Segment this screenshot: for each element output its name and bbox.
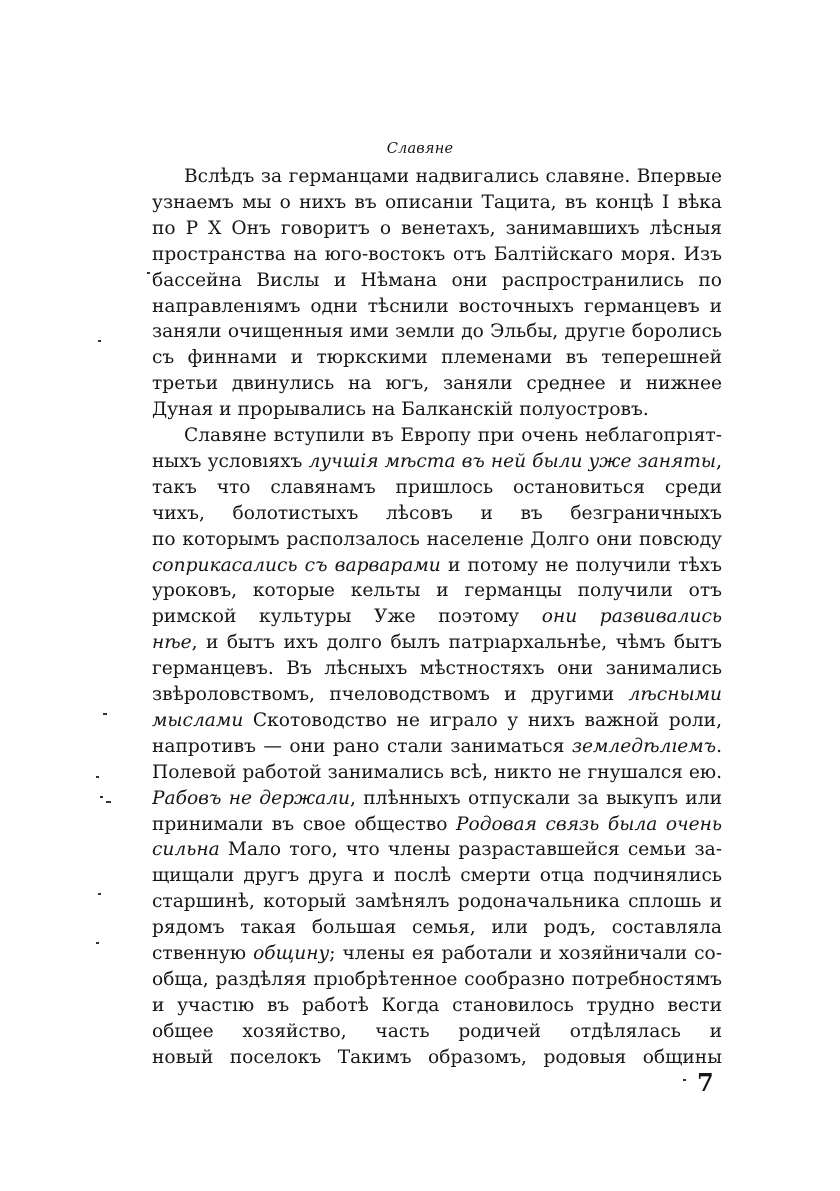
- italic-run: Родовая связь была очень: [455, 814, 722, 835]
- text-line: [152, 242, 722, 268]
- text-line: [152, 915, 722, 941]
- text-line: [152, 319, 722, 345]
- text-line: [152, 1019, 722, 1045]
- italic-run: они развивались: [541, 606, 722, 627]
- text-run: ,: [716, 451, 722, 472]
- text-line: [152, 837, 722, 863]
- text-line: [152, 863, 722, 889]
- text-run: напротивъ — они рано стали заниматься: [152, 736, 572, 757]
- text-run: новый поселокъ Такимъ образомъ, родовыя общины: [152, 1047, 722, 1068]
- text-run: щищали другъ друга и послѣ смерти отца подчинялись: [152, 865, 722, 886]
- text-line: [152, 967, 722, 993]
- text-line: [152, 708, 722, 734]
- text-line: [152, 889, 722, 915]
- text-run: и участıю въ работѣ Когда становилось трудно вести: [152, 995, 722, 1016]
- margin-mark: [103, 713, 107, 715]
- text-run: принимали въ свое общество: [152, 814, 456, 835]
- text-run: старшинѣ, который замѣнялъ родоначальника сплошь и: [152, 891, 722, 912]
- italic-run: Рабовъ не держали: [152, 788, 351, 809]
- text-line: [152, 345, 722, 371]
- text-run: Скотоводство не играло у нихъ важной роли,: [243, 710, 722, 731]
- italic-run: сильна: [152, 839, 220, 860]
- text-line: [152, 760, 722, 786]
- text-run: ныхъ условıяхъ: [152, 451, 309, 472]
- italic-run: земледѣлıемъ: [571, 736, 717, 757]
- text-line: [152, 294, 722, 320]
- text-line: [152, 190, 722, 216]
- text-run: направленıямъ одни тѣснили восточныхъ германцевъ и: [152, 296, 722, 317]
- text-run: заняли очищенныя ими земли до Эльбы, другıе боролись: [152, 321, 722, 342]
- text-run: ; члены ея работали и хозяйничали со-: [329, 943, 722, 964]
- text-run: Полевой работой занимались всѣ, никто не гнушался ею.: [152, 762, 722, 783]
- margin-mark: [147, 272, 150, 274]
- text-line: [152, 475, 722, 501]
- text-run: , плѣнныхъ отпускали за выкупъ или: [350, 788, 722, 809]
- text-line: [152, 941, 722, 967]
- margin-mark: [96, 942, 99, 944]
- text-line: [152, 578, 722, 604]
- text-run: бассейна Вислы и Нѣмана они распространились по: [152, 270, 722, 291]
- text-line: [152, 449, 722, 475]
- text-line: [152, 397, 722, 423]
- text-run: Славяне вступили въ Европу при очень неблагопрıят-: [184, 425, 722, 446]
- text-run: пространства на юго-востокъ отъ Балтійскаго моря. Изъ: [152, 244, 722, 265]
- text-line: [152, 527, 722, 553]
- margin-mark: [98, 340, 101, 342]
- page-number: 7: [697, 1068, 714, 1097]
- text-run: рядомъ такая большая семья, или родъ, составляла: [152, 917, 722, 938]
- italic-run: лѣсными: [628, 684, 722, 705]
- text-run: Дуная и прорывались на Балканскій полуостровъ.: [152, 399, 649, 420]
- text-run: уроковъ, которые кельты и германцы получили отъ: [152, 580, 722, 601]
- text-line: [152, 656, 722, 682]
- text-run: , и бытъ ихъ долго былъ патрıархальнѣе, чѣмъ бытъ: [191, 632, 722, 653]
- text-line: [152, 216, 722, 242]
- text-run: по Р Х Онъ говоритъ о венетахъ, занимавшихъ лѣсныя: [152, 218, 722, 239]
- margin-mark: [683, 1079, 686, 1081]
- margin-mark: [98, 893, 101, 895]
- margin-mark: [96, 776, 99, 778]
- text-line: [152, 1045, 722, 1071]
- margin-mark: [100, 796, 103, 798]
- text-line: [152, 268, 722, 294]
- text-run: третьи двинулись на югъ, заняли среднее и нижнее: [152, 373, 722, 394]
- text-run: Мало того, что члены разраставшейся семьи за-: [219, 839, 722, 860]
- text-run: Вслѣдъ за германцами надвигались славяне. Впервые: [184, 166, 722, 187]
- text-run: по которымъ расползалось населенıе Долго они повсюду: [152, 529, 722, 550]
- text-run: звѣроловствомъ, пчеловодствомъ и другими: [152, 684, 629, 705]
- italic-run: соприкасались съ варварами: [152, 555, 441, 576]
- text-line: [152, 734, 722, 760]
- italic-run: общину: [253, 943, 330, 964]
- text-run: и потому не получили тѣхъ: [440, 555, 722, 576]
- text-run: германцевъ. Въ лѣсныхъ мѣстностяхъ они занимались: [152, 658, 722, 679]
- text-line: [152, 786, 722, 812]
- italic-run: лучшія мѣста въ ней были уже заняты: [308, 451, 717, 472]
- text-line: [152, 371, 722, 397]
- text-run: римской культуры Уже поэтому: [152, 606, 542, 627]
- text-run: ственную: [152, 943, 254, 964]
- text-line: [152, 682, 722, 708]
- italic-run: мыслами: [152, 710, 244, 731]
- text-line: [152, 630, 722, 656]
- text-run: .: [716, 736, 722, 757]
- page-heading: Славяне: [386, 141, 454, 157]
- text-run: съ финнами и тюркскими племенами въ теперешней: [152, 347, 722, 368]
- text-line: [152, 993, 722, 1019]
- text-line: [152, 553, 722, 579]
- text-line: [152, 812, 722, 838]
- italic-run: нѣе: [152, 632, 192, 653]
- text-line: [152, 604, 722, 630]
- text-run: такъ что славянамъ пришлось остановиться среди: [152, 477, 722, 498]
- margin-mark: [106, 801, 111, 803]
- text-run: общее хозяйство, часть родичей отдѣлялась и: [152, 1021, 722, 1042]
- text-run: узнаемъ мы о нихъ въ описанıи Тацита, въ концѣ I вѣка: [152, 192, 722, 213]
- text-line: [152, 501, 722, 527]
- text-line: [184, 423, 722, 449]
- text-line: [184, 164, 722, 190]
- text-run: чихъ, болотистыхъ лѣсовъ и въ безграничныхъ: [152, 503, 722, 524]
- text-run: обща, раздѣляя прıобрѣтенное сообразно потребностямъ: [152, 969, 722, 990]
